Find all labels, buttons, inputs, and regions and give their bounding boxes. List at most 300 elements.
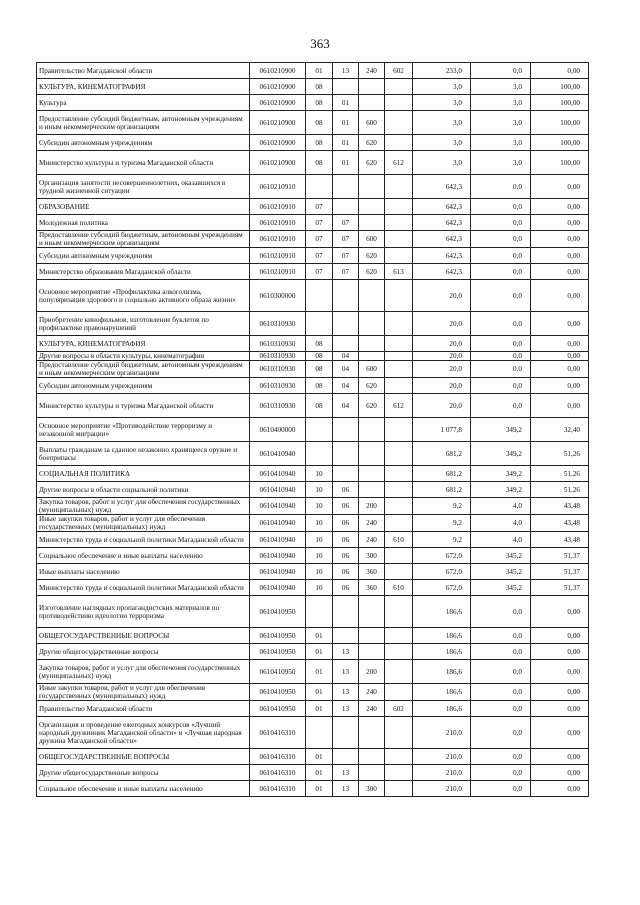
- cell-dept: 602: [385, 701, 413, 717]
- cell-sub: 01: [333, 95, 359, 111]
- cell-code: 0610210910: [250, 231, 306, 248]
- cell-dept: [385, 765, 413, 781]
- cell-pct: 0,00: [531, 701, 589, 717]
- cell-pct: 0,00: [531, 644, 589, 660]
- cell-grp: 240: [359, 532, 385, 548]
- cell-v2: 0,0: [471, 660, 531, 684]
- cell-v1: 642,3: [413, 175, 471, 199]
- table-row: [37, 248, 589, 264]
- cell-v1: 20,0: [413, 280, 471, 312]
- cell-sub: [333, 628, 359, 644]
- cell-pct: 0,00: [531, 63, 589, 79]
- cell-grp: [359, 215, 385, 231]
- cell-sec: 10: [306, 466, 333, 482]
- cell-sub: [333, 312, 359, 336]
- cell-dept: 612: [385, 394, 413, 418]
- cell-name: ОБРАЗОВАНИЕ: [37, 199, 250, 215]
- cell-sub: 13: [333, 644, 359, 660]
- cell-name: Изготовление наглядных пропагандистских материалов по противодействию идеологии терроризма: [37, 596, 250, 628]
- cell-name: КУЛЬТУРА, КИНЕМАТОГРАФИЯ: [37, 79, 250, 95]
- cell-v1: 672,0: [413, 548, 471, 564]
- cell-code: 0610410940: [250, 580, 306, 596]
- cell-sec: 08: [306, 111, 333, 135]
- cell-sub: [333, 280, 359, 312]
- cell-pct: 0,00: [531, 749, 589, 765]
- cell-v1: 681,2: [413, 466, 471, 482]
- cell-grp: 600: [359, 231, 385, 248]
- cell-v2: 0,0: [471, 336, 531, 352]
- cell-v2: 0,0: [471, 248, 531, 264]
- cell-name: Правительство Магаданской области: [37, 701, 250, 717]
- table-row: [37, 378, 589, 394]
- table-row: [37, 684, 589, 701]
- cell-grp: 600: [359, 361, 385, 378]
- cell-sec: 10: [306, 548, 333, 564]
- cell-name: Молодежная политика: [37, 215, 250, 231]
- cell-name: Социальное обеспечение и иные выплаты населению: [37, 781, 250, 797]
- cell-v1: 9,2: [413, 515, 471, 532]
- cell-sec: 07: [306, 264, 333, 280]
- cell-sec: 08: [306, 352, 333, 361]
- cell-name: Организация занятости несовершеннолетних, оказавшихся в трудной жизненной ситуации: [37, 175, 250, 199]
- cell-grp: [359, 717, 385, 749]
- cell-pct: 32,40: [531, 418, 589, 442]
- cell-v1: 186,6: [413, 684, 471, 701]
- cell-name: Предоставление субсидий бюджетным, автономным учреждениям и иным некоммерческим организациям: [37, 231, 250, 248]
- cell-grp: [359, 95, 385, 111]
- cell-v2: 0,0: [471, 63, 531, 79]
- cell-grp: 620: [359, 135, 385, 151]
- cell-v1: 210,0: [413, 749, 471, 765]
- cell-v1: 642,3: [413, 231, 471, 248]
- cell-v2: 0,0: [471, 175, 531, 199]
- cell-code: 0610210900: [250, 95, 306, 111]
- cell-name: Министерство образования Магаданской области: [37, 264, 250, 280]
- cell-v2: 0,0: [471, 352, 531, 361]
- cell-pct: 0,00: [531, 231, 589, 248]
- cell-name: Предоставление субсидий бюджетным, автономным учреждениям и иным некоммерческим организациям: [37, 361, 250, 378]
- table-row: [37, 596, 589, 628]
- cell-sub: [333, 418, 359, 442]
- cell-grp: 240: [359, 684, 385, 701]
- cell-v1: 3,0: [413, 95, 471, 111]
- cell-sec: 08: [306, 378, 333, 394]
- cell-name: КУЛЬТУРА, КИНЕМАТОГРАФИЯ: [37, 336, 250, 352]
- cell-name: ОБЩЕГОСУДАРСТВЕННЫЕ ВОПРОСЫ: [37, 749, 250, 765]
- cell-v1: 186,6: [413, 660, 471, 684]
- cell-pct: 0,00: [531, 684, 589, 701]
- cell-v2: 0,0: [471, 701, 531, 717]
- cell-pct: 0,00: [531, 248, 589, 264]
- cell-code: 0610410940: [250, 564, 306, 580]
- cell-v1: 186,6: [413, 628, 471, 644]
- cell-dept: [385, 280, 413, 312]
- cell-code: 0610410950: [250, 684, 306, 701]
- cell-v1: 3,0: [413, 135, 471, 151]
- cell-sec: 10: [306, 580, 333, 596]
- cell-code: 0610210910: [250, 248, 306, 264]
- cell-sec: 07: [306, 231, 333, 248]
- cell-grp: [359, 596, 385, 628]
- cell-name: Закупка товаров, работ и услуг для обеспечения государственных (муниципальных) нужд: [37, 498, 250, 515]
- cell-code: 0610410940: [250, 515, 306, 532]
- cell-pct: 51,37: [531, 548, 589, 564]
- cell-dept: [385, 135, 413, 151]
- cell-code: 0610210900: [250, 151, 306, 175]
- cell-v2: 4,0: [471, 498, 531, 515]
- cell-grp: [359, 482, 385, 498]
- table-row: [37, 717, 589, 749]
- cell-v1: 20,0: [413, 336, 471, 352]
- cell-v1: 3,0: [413, 79, 471, 95]
- cell-sub: 13: [333, 684, 359, 701]
- cell-grp: 200: [359, 660, 385, 684]
- cell-sub: [333, 175, 359, 199]
- cell-v2: 3,0: [471, 95, 531, 111]
- cell-dept: [385, 749, 413, 765]
- cell-v1: 210,0: [413, 717, 471, 749]
- cell-sec: 08: [306, 151, 333, 175]
- cell-dept: [385, 336, 413, 352]
- cell-v2: 0,0: [471, 280, 531, 312]
- cell-pct: 100,00: [531, 135, 589, 151]
- cell-sec: 01: [306, 781, 333, 797]
- table-row: [37, 548, 589, 564]
- cell-dept: [385, 312, 413, 336]
- cell-v2: 349,2: [471, 442, 531, 466]
- cell-sub: 01: [333, 135, 359, 151]
- cell-name: Закупка товаров, работ и услуг для обеспечения государственных (муниципальных) нужд: [37, 660, 250, 684]
- cell-v1: 9,2: [413, 498, 471, 515]
- cell-code: 0610210900: [250, 63, 306, 79]
- table-row: [37, 63, 589, 79]
- cell-pct: 0,00: [531, 717, 589, 749]
- cell-code: 0610310930: [250, 312, 306, 336]
- cell-code: 0610410940: [250, 498, 306, 515]
- cell-sub: 06: [333, 515, 359, 532]
- cell-sub: 06: [333, 580, 359, 596]
- table-row: [37, 644, 589, 660]
- cell-v2: 0,0: [471, 749, 531, 765]
- cell-grp: 620: [359, 248, 385, 264]
- cell-code: 0610300000: [250, 280, 306, 312]
- cell-code: 0610310930: [250, 352, 306, 361]
- cell-grp: [359, 175, 385, 199]
- cell-sec: 07: [306, 199, 333, 215]
- cell-name: Другие вопросы в области культуры, кинематографии: [37, 352, 250, 361]
- cell-v2: 0,0: [471, 765, 531, 781]
- cell-code: 0610310930: [250, 394, 306, 418]
- cell-grp: [359, 336, 385, 352]
- cell-sub: 07: [333, 215, 359, 231]
- cell-v1: 642,3: [413, 248, 471, 264]
- cell-sec: [306, 442, 333, 466]
- cell-dept: [385, 231, 413, 248]
- cell-v2: 0,0: [471, 717, 531, 749]
- cell-v2: 345,2: [471, 548, 531, 564]
- cell-pct: 0,00: [531, 199, 589, 215]
- cell-v2: 349,2: [471, 466, 531, 482]
- cell-v2: 0,0: [471, 684, 531, 701]
- cell-pct: 0,00: [531, 660, 589, 684]
- cell-dept: [385, 596, 413, 628]
- cell-grp: [359, 749, 385, 765]
- cell-code: 0610210910: [250, 215, 306, 231]
- table-row: [37, 765, 589, 781]
- cell-sub: 04: [333, 361, 359, 378]
- cell-dept: [385, 498, 413, 515]
- cell-sub: 06: [333, 564, 359, 580]
- cell-pct: 0,00: [531, 361, 589, 378]
- cell-v2: 3,0: [471, 111, 531, 135]
- cell-dept: [385, 442, 413, 466]
- table-row: [37, 95, 589, 111]
- cell-grp: 620: [359, 264, 385, 280]
- cell-sub: 06: [333, 482, 359, 498]
- cell-v1: 642,3: [413, 264, 471, 280]
- cell-v1: 3,0: [413, 111, 471, 135]
- cell-name: Министерство культуры и туризма Магаданской области: [37, 394, 250, 418]
- cell-sub: 13: [333, 781, 359, 797]
- cell-v1: 233,0: [413, 63, 471, 79]
- cell-pct: 0,00: [531, 765, 589, 781]
- table-row: [37, 781, 589, 797]
- cell-v2: 345,2: [471, 564, 531, 580]
- cell-sec: 01: [306, 765, 333, 781]
- table-row: [37, 231, 589, 248]
- cell-v2: 3,0: [471, 151, 531, 175]
- cell-grp: 600: [359, 111, 385, 135]
- cell-v1: 681,2: [413, 482, 471, 498]
- cell-code: 0610210910: [250, 199, 306, 215]
- cell-pct: 51,37: [531, 564, 589, 580]
- cell-pct: 0,00: [531, 280, 589, 312]
- cell-v2: 0,0: [471, 312, 531, 336]
- cell-v2: 0,0: [471, 231, 531, 248]
- cell-grp: 620: [359, 151, 385, 175]
- cell-sec: [306, 175, 333, 199]
- cell-code: 0610400000: [250, 418, 306, 442]
- cell-grp: [359, 280, 385, 312]
- cell-code: 0610310930: [250, 336, 306, 352]
- cell-pct: 0,00: [531, 628, 589, 644]
- cell-sec: 01: [306, 684, 333, 701]
- cell-code: 0610416310: [250, 717, 306, 749]
- cell-sec: 07: [306, 215, 333, 231]
- cell-pct: 100,00: [531, 95, 589, 111]
- cell-pct: 43,48: [531, 532, 589, 548]
- table-row: [37, 111, 589, 135]
- cell-v1: 20,0: [413, 361, 471, 378]
- table-row: [37, 466, 589, 482]
- cell-v2: 3,0: [471, 135, 531, 151]
- cell-pct: 51,37: [531, 580, 589, 596]
- cell-dept: [385, 660, 413, 684]
- cell-code: 0610210910: [250, 175, 306, 199]
- cell-v1: 20,0: [413, 352, 471, 361]
- table-row: [37, 515, 589, 532]
- page-number: 363: [310, 36, 330, 51]
- cell-name: Выплаты гражданам за сданное незаконно хранящееся оружие и боеприпасы: [37, 442, 250, 466]
- cell-grp: [359, 199, 385, 215]
- cell-sub: 13: [333, 765, 359, 781]
- cell-sub: [333, 442, 359, 466]
- cell-v2: 345,2: [471, 580, 531, 596]
- cell-pct: 0,00: [531, 394, 589, 418]
- cell-code: 0610210900: [250, 79, 306, 95]
- cell-dept: [385, 248, 413, 264]
- cell-pct: 0,00: [531, 781, 589, 797]
- cell-v2: 0,0: [471, 215, 531, 231]
- cell-pct: 0,00: [531, 312, 589, 336]
- cell-name: Организация и проведение ежегодных конкурсов «Лучший народный дружинник Магаданской области» и «Лучшая народная дружина Магаданской области»: [37, 717, 250, 749]
- cell-sub: 07: [333, 231, 359, 248]
- cell-dept: [385, 79, 413, 95]
- cell-sub: [333, 466, 359, 482]
- cell-dept: [385, 378, 413, 394]
- cell-v1: 20,0: [413, 312, 471, 336]
- cell-code: 0610410950: [250, 701, 306, 717]
- cell-dept: [385, 515, 413, 532]
- cell-dept: [385, 684, 413, 701]
- cell-pct: 51,26: [531, 482, 589, 498]
- cell-name: Субсидии автономным учреждениям: [37, 378, 250, 394]
- cell-grp: 240: [359, 701, 385, 717]
- cell-code: 0610410940: [250, 532, 306, 548]
- table-row: [37, 628, 589, 644]
- cell-dept: [385, 548, 413, 564]
- table-row: [37, 532, 589, 548]
- table-row: [37, 264, 589, 280]
- cell-sub: 06: [333, 548, 359, 564]
- table-row: [37, 701, 589, 717]
- cell-pct: 0,00: [531, 175, 589, 199]
- cell-v2: 0,0: [471, 596, 531, 628]
- cell-dept: 602: [385, 63, 413, 79]
- cell-code: 0610416310: [250, 765, 306, 781]
- table-row: [37, 199, 589, 215]
- table-row: [37, 352, 589, 361]
- cell-dept: [385, 361, 413, 378]
- cell-sec: [306, 596, 333, 628]
- cell-name: Приобретение кинофильмов, изготовление буклетов по профилактике правонарушений: [37, 312, 250, 336]
- cell-name: ОБЩЕГОСУДАРСТВЕННЫЕ ВОПРОСЫ: [37, 628, 250, 644]
- cell-grp: [359, 418, 385, 442]
- cell-grp: 620: [359, 394, 385, 418]
- cell-grp: [359, 466, 385, 482]
- cell-v1: 186,6: [413, 701, 471, 717]
- cell-dept: [385, 644, 413, 660]
- cell-code: 0610310930: [250, 378, 306, 394]
- cell-sub: [333, 79, 359, 95]
- cell-dept: [385, 564, 413, 580]
- cell-dept: [385, 175, 413, 199]
- cell-v2: 0,0: [471, 378, 531, 394]
- cell-code: 0610210900: [250, 135, 306, 151]
- cell-pct: 43,48: [531, 515, 589, 532]
- cell-grp: 300: [359, 781, 385, 797]
- cell-v2: 349,2: [471, 418, 531, 442]
- table-row: [37, 135, 589, 151]
- cell-name: Субсидии автономным учреждениям: [37, 135, 250, 151]
- cell-code: 0610410950: [250, 660, 306, 684]
- cell-name: Министерство труда и социальной политики Магаданской области: [37, 532, 250, 548]
- cell-code: 0610410940: [250, 548, 306, 564]
- cell-pct: 0,00: [531, 596, 589, 628]
- cell-name: Иные закупки товаров, работ и услуг для обеспечения государственных (муниципальных) нужд: [37, 515, 250, 532]
- table-row: [37, 394, 589, 418]
- cell-name: Другие вопросы в области социальной политики: [37, 482, 250, 498]
- cell-code: 0610410950: [250, 644, 306, 660]
- cell-pct: 100,00: [531, 79, 589, 95]
- cell-code: 0610410940: [250, 442, 306, 466]
- cell-sec: 01: [306, 63, 333, 79]
- cell-sec: 07: [306, 248, 333, 264]
- cell-sub: 13: [333, 701, 359, 717]
- cell-sec: 08: [306, 95, 333, 111]
- cell-sub: 13: [333, 660, 359, 684]
- cell-pct: 100,00: [531, 111, 589, 135]
- cell-pct: 51,26: [531, 442, 589, 466]
- cell-code: 0610310930: [250, 361, 306, 378]
- cell-v2: 0,0: [471, 644, 531, 660]
- cell-code: 0610410950: [250, 628, 306, 644]
- cell-dept: [385, 199, 413, 215]
- cell-dept: [385, 95, 413, 111]
- table-body: [37, 63, 589, 797]
- cell-grp: [359, 442, 385, 466]
- cell-sec: 01: [306, 749, 333, 765]
- cell-sub: [333, 199, 359, 215]
- table-row: [37, 564, 589, 580]
- cell-sec: 10: [306, 532, 333, 548]
- cell-name: Предоставление субсидий бюджетным, автономным учреждениям и иным некоммерческим организациям: [37, 111, 250, 135]
- cell-grp: 240: [359, 515, 385, 532]
- cell-v1: 1 077,8: [413, 418, 471, 442]
- cell-v2: 0,0: [471, 264, 531, 280]
- cell-v1: 186,6: [413, 596, 471, 628]
- cell-code: 0610416310: [250, 749, 306, 765]
- cell-dept: [385, 215, 413, 231]
- table-row: [37, 151, 589, 175]
- table-row: [37, 312, 589, 336]
- cell-sub: [333, 336, 359, 352]
- cell-v2: 349,2: [471, 482, 531, 498]
- cell-v1: 3,0: [413, 151, 471, 175]
- table-row: [37, 482, 589, 498]
- cell-sec: 01: [306, 628, 333, 644]
- table-row: [37, 749, 589, 765]
- cell-code: 0610410940: [250, 482, 306, 498]
- cell-sec: 10: [306, 564, 333, 580]
- cell-name: Министерство культуры и туризма Магаданской области: [37, 151, 250, 175]
- cell-grp: [359, 765, 385, 781]
- cell-grp: 200: [359, 498, 385, 515]
- cell-code: 0610416310: [250, 781, 306, 797]
- cell-sub: 13: [333, 63, 359, 79]
- cell-grp: [359, 628, 385, 644]
- cell-sub: [333, 749, 359, 765]
- cell-dept: [385, 717, 413, 749]
- cell-sec: [306, 418, 333, 442]
- cell-sec: 08: [306, 394, 333, 418]
- cell-dept: [385, 466, 413, 482]
- cell-v1: 9,2: [413, 532, 471, 548]
- cell-v2: 4,0: [471, 532, 531, 548]
- cell-v2: 4,0: [471, 515, 531, 532]
- cell-code: 0610410950: [250, 596, 306, 628]
- cell-name: Другие общегосударственные вопросы: [37, 644, 250, 660]
